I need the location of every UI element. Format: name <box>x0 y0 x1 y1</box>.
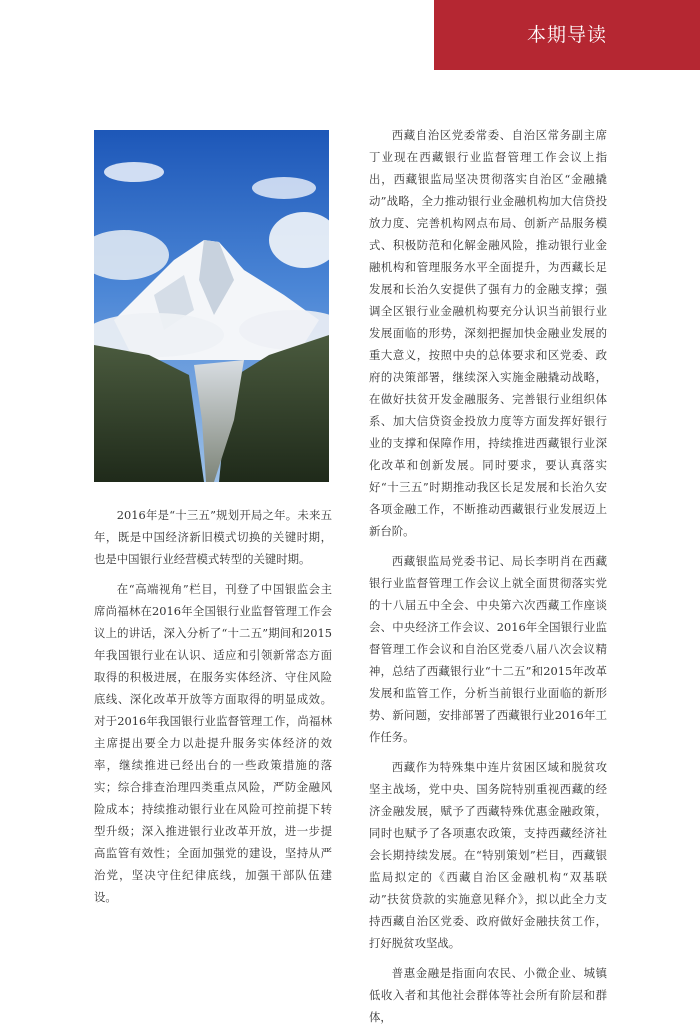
right-text-column <box>369 124 607 1036</box>
paragraph: 在“高端视角”栏目，刊登了中国银监会主席尚福林在2016年全国银行业监督管理工作会议上的讲话，深入分析了“十二五”期间和2015年我国银行业在认识、适应和引领新常态方面取得的积极进展，在服务实体经济、守住风险底线、深化改革开放等方面取得的明显成效。对于2016年我国银行业监督管理工作，尚福林主席提出要全力以赴提升服务实体经济的效率，继续推进已经出台的一些政策措施的落实；综合排查治理四类重点风险，严防金融风险成本；持续推动银行业在风险可控前提下转型升级；深入推进银行业改革开放，进一步提高监管有效性；全面加强党的建设，坚持从严治党，坚决守住纪律底线，加强干部队伍建设。 <box>94 582 332 904</box>
paragraph: 西藏银监局党委书记、局长李明肖在西藏银行业监督管理工作会议上就全面贯彻落实党的十八届五中全会、中央第六次西藏工作座谈会、中央经济工作会议、2016年全国银行业监督管理工作会议和自治区党委八届八次会议精神，总结了西藏银行业“十二五”和2015年改革发展和监管工作，分析当前银行业面临的新形势、新问题，安排部署了西藏银行业2016年工作任务。 <box>369 554 607 744</box>
left-text-column <box>94 504 332 916</box>
paragraph: 2016年是“十三五”规划开局之年。未来五年，既是中国经济新旧模式切换的关键时期，也是中国银行业经营模式转型的关键时期。 <box>94 508 332 566</box>
paragraph: 西藏作为特殊集中连片贫困区域和脱贫攻坚主战场，党中央、国务院特别重视西藏的经济金融发展，赋予了西藏特殊优惠金融政策，同时也赋予了各项惠农政策，支持西藏经济社会长期持续发展。在“特别策划”栏目，西藏银监局拟定的《西藏自治区金融机构“双基联动”扶贫贷款的实施意见释介》，拟以此全力支持西藏自治区党委、政府做好金融扶贫工作，打好脱贫攻坚战。 <box>369 760 607 950</box>
mountain-photo <box>94 130 329 482</box>
paragraph: 普惠金融是指面向农民、小微企业、城镇低收入者和其他社会群体等社会所有阶层和群体， <box>369 966 607 1024</box>
section-title-tab: 本期导读 <box>434 0 700 70</box>
paragraph: 西藏自治区党委常委、自治区常务副主席丁业现在西藏银行业监督管理工作会议上指出，西藏银监局坚决贯彻落实自治区“金融撬动”战略，全力推动银行业金融机构加大信贷投放力度、完善机构网点布局、创新产品服务模式、积极防范和化解金融风险，推动银行业金融机构和管理服务水平全面提升，为西藏长足发展和长治久安提供了强有力的金融支撑；强调全区银行业金融机构要充分认识当前银行业发展面临的形势，深刻把握加快金融业发展的重大意义，按照中央的总体要求和区党委、政府的决策部署，继续深入实施金融撬动战略，在做好扶贫开发金融服务、完善银行业组织体系、加大信贷资金投放力度等方面发挥好银行业的支撑和保障作用，持续推进西藏银行业深化改革和创新发展。同时要求，要认真落实好“十三五”时期推动我区长足发展和长治久安各项金融工作，不断推动西藏银行业发展迈上新台阶。 <box>369 128 607 538</box>
mountain-photo-illustration <box>94 130 329 482</box>
